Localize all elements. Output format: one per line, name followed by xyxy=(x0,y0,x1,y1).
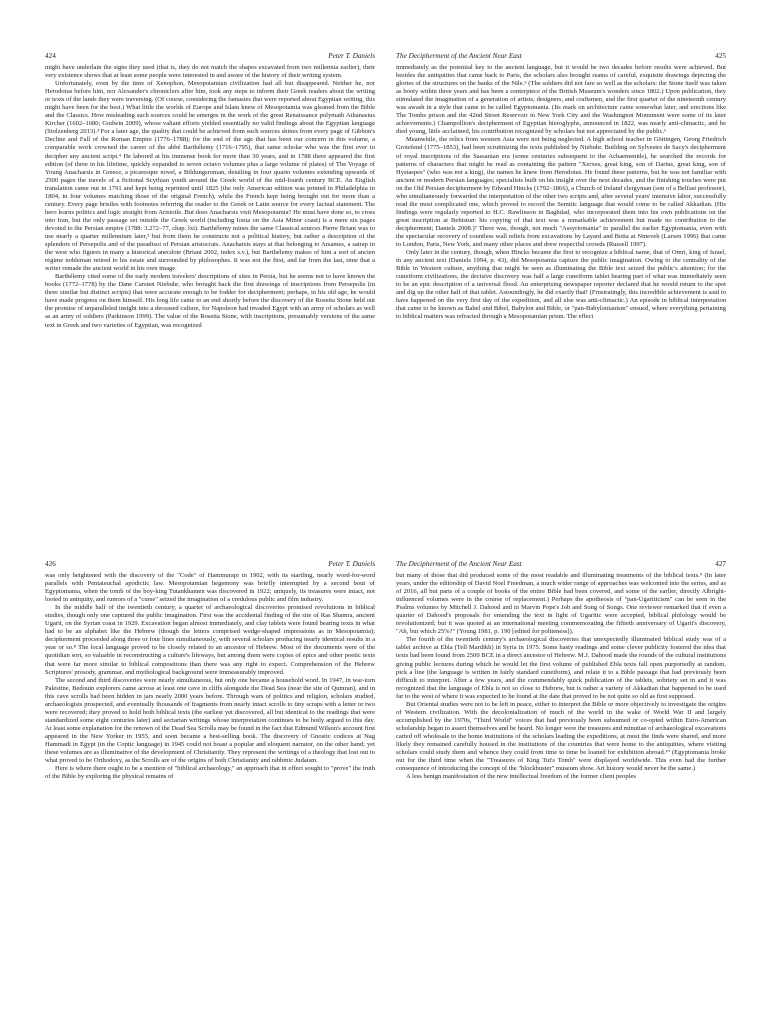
paragraph: The second and third discoveries were nearly simultaneous, but only one became a household word. In 1947, in war-torn Palestine, Bedouin explorers came across at least one cave in cliffs alongside the Dead Sea (near the site of Qumran), and in this cave scrolls had been hidden in jars nearly 2000 years before. Through wars of politics and religion, scholars studied, archaeologists prospected, and eventually thousands of fragments from nearly intact scrolls to tiny scraps with a letter or two were recovered; they proved to hold both biblical texts (the earliest yet discovered, all but identical to the readings that were standardized some eight centuries later) and sectarian writings whose interpretation continues to be hotly argued to this day. At least some explanation for the renown of the Dead Sea Scrolls may be found in the fact that Edmund Wilson's account first appeared in the New Yorker in 1955, and soon became a best-selling book. The discovery of Gnostic codices at Nag Hammadi in Egypt (in the Coptic language) in 1945 could not boast a popular and eloquent narrator, on the other hand; yet these volumes are as illuminative of the development of Christianity. They represent the writings of a theology that lost out to what proved to be Orthodoxy, as the Scrolls are of the origins of both Christianity and rabbinic Judaism. xyxy=(45,676,375,765)
paragraph: The fourth of the twentieth century's archaeological discoveries that unexpectedly illuminated biblical study was of a tablet archive at Ebla (Tell Mardikh) in Syria in 1975. Some hasty readings and some clever publicity fostered the idea that texts had been found from 2500 BCE in a direct ancestor of Hebrew. M.J. Dahood made the rounds of the cultural institutions giving public lectures during which he would let the first volume of published Ebla texts fall open purportedly at random, pick a line (the language is written in fairly standard cuneiform), and relate it to a Bible passage that had previously been difficult to interpret. After a few years, and the commendably quick publication of the tablets, sobriety set in and it was recognized that the language of Ebla is not so close to Hebrew, but is rather a variety of Akkadian that happened to be used far to the west of where it was expected to be found at the date that proved to be not quite so old as first supposed. xyxy=(396,636,726,700)
running-head: Peter T. Daniels xyxy=(328,52,375,60)
paragraph: Meanwhile, the relics from western Asia were not being neglected. A high school teacher in Göttingen, Georg Friedrich Grotefend (1775–1853), had been scrutinizing the texts published by Niebuhr. Building on Sylvestre de Sacy's decipherment of royal inscriptions of the Sassanian era (some centuries subsequent to the Achaemenids), he searched the records for patterns of characters that might be read as containing the pattern "Xerxes, great king, son of Darius, great king, son of Hystaspes" (who was not a king), the names he knew from Herodotus. He found these patterns, but he was not familiar with ancient or modern Persian languages; specialists built on his insight over the next decades, and the finishing touches were put on the Old Persian decipherment by Edward Hincks (1792–1866), a Church of Ireland clergyman (son of a Belfast professor), who simultaneously forwarded the interpretation of the other two scripts and, after several years' intensive labor, successfully read the most complicated one, which proved to record the Semitic language that would come to be called Akkadian. (His findings were regularly reported to H.C. Rawlinson in Baghdad, who incorporated them into his own publications on the great inscription at Behistun: his copying of that text was a remarkable achievement but made no contribution to the decipherment; Daniels 2008.)⁷ There was, though, not much "Assyriomania" to parallel the earlier Egyptomania, even with the spectacular recovery of countless wall reliefs from excavations by Layard and Botta at Nineveh (Larsen 1996) that came to London, Paris, New York, and many other places and drew respectful crowds (Russell 1997). xyxy=(396,136,726,249)
paragraph: but many of those that did produced some of the most readable and illuminating treatments of the biblical texts.⁹ (In later years, under the editorship of David Noel Freedman, a much wider range of approaches was welcomed into the series, and as of 2016, all but parts of a couple of books of the entire Bible had been covered, and some of the earlier, directly Albright-influenced volumes were in the course of replacement.) Perhaps the apotheosis of "pan-Ugariticism" can be seen in the Psalms volumes by Mitchell J. Dahood and in Marvin Pope's Job and Song of Songs. One reviewer remarked that if even a quarter of Dahood's proposals for emending the text in light of Ugaritic were accepted, biblical philology would be revolutionized; but it was quoted at an international meeting commemorating the fiftieth anniversary of Ugarit's discovery, "Ah, but which 25%?" (Young 1981, p. 190 [edited for politeness]). xyxy=(396,572,726,636)
page-425 xyxy=(396,52,726,322)
paragraph: Barthélemy cited some of the early modern travelers' descriptions of sites in Persia, but he seems not to have known the books (1772–1778) by the Dane Carsten Niebuhr, who brought back the first drawings of inscriptions from Persepolis (in three similar but distinct scripts) that were accurate enough to be fodder for decipherment; perhaps, in his old age, he would have made progress on them himself. His long life came to an end shortly before the discovery of the Rosetta Stone held out the promise of unparalleled insight into a deceased culture, for Napoleon had invaded Egypt with an army of scholars as well as an army of soldiers (Parkinson 1999). The value of the Rosetta Stone, with inscriptions, presumably versions of the same text in Greek and two varieties of Egyptian, was recognized xyxy=(45,273,375,329)
page-number: 426 xyxy=(45,560,56,568)
page-body xyxy=(45,64,375,330)
running-header xyxy=(396,560,726,569)
running-head: The Decipherment of the Ancient Near East xyxy=(396,52,522,60)
running-header xyxy=(45,560,375,569)
paragraph: Here is where there ought to be a mention of "biblical archaeology," an approach that in effect sought to "prove" the truth of the Bible by exploring the physical remains of xyxy=(45,765,375,781)
page-426 xyxy=(45,560,375,781)
paragraph: immediately as the potential key to the ancient language, but it would be two decades before results were achieved. But besides the antiquities that came back to Paris, the scholars also brought reams of careful, exquisite drawings depicting the glories of the structures on the banks of the Nile.⁵ (The soldiers did not fare so well as the scholars: the Stone itself was taken as booty within three years and has been a centerpiece of the British Museum's wonders since 1802.) Upon publication, they stimulated the imagination of a generation of artists, designers, and craftsmen, and the first quarter of the nineteenth century was awash in a style that came to be called Egyptomania. (Its mark on architecture came somewhat later, and erections like The Tombs prison and the 42nd Street Reservoir in New York City and the Washington Monument were some of its later achievements.) Champollion's decipherment of Egyptian hieroglyphs, announced in 1822, was nearly anti-climactic, and he died young, little acclaimed, his contribution recognized by scholars but not appreciated by the public.⁶ xyxy=(396,64,726,136)
page-number: 427 xyxy=(715,560,726,568)
running-head: Peter T. Daniels xyxy=(328,560,375,568)
paragraph: A less benign manifestation of the new intellectual freedom of the former client peoples xyxy=(406,773,636,781)
page-body xyxy=(396,572,726,781)
page-body xyxy=(396,64,726,322)
paragraph: might have underlain the signs they used (that is, they do not match the shapes excavated from two millennia earlier), their very existence shows that at least some people were interested in and aware of the history of their writing system. xyxy=(45,64,375,80)
paragraph: Only later in the century, though, when Hincks became the first to recognize a biblical name, that of Omri, king of Israel, in any ancient text (Daniels 1994, p. 43), did Mesopotamia capture the public imagination. Owing to the centrality of the Bible in Western culture, anything that might be seen as illuminating the Bible text seized the public's attention; for the cuneiform civilizations, the decisive discovery was half a large cuneiform tablet bearing part of what was immediately seen to be an epic description of a universal flood. An enterprising newspaper reporter declared that he would return to the spot and dig up the other half of that tablet. Astoundingly, he did exactly that! (Frustratingly, this incredible achievement is said to have happened on the very first day of the expedition, and all else was anti-climactic.) An episode in biblical interpretation that came to be known as Babel und Bibel, Babylon and Bible, or "pan-Babylonianism" ensued, where everything pertaining to biblical matters was refracted through a Mesopotamian prism. The effect xyxy=(396,249,726,321)
running-head: The Decipherment of the Ancient Near East xyxy=(396,560,522,568)
running-header xyxy=(396,52,726,61)
paragraph: But Oriental studies were not to be left in peace, either to interpret the Bible or more objectively to investigate the origins of Western civilization. With the decolonialization of much of the world in the wake of World War II and largely accomplished by the 1970s, "Third World" voices that had previously been subsumed or co-opted within Euro-American scholarship began to assert themselves and be heard. No longer were the treasures and minutiae of archaeological excavations carted off wholesale to the home institutions of the scholars leading the expeditions, at most the finds were shared, and more likely they remained carefully housed in the institutions of the countries that were home to the antiquities, where visiting scholars could study them and whence they could from time to time be loaned for exhibition abroad.¹⁰ (Egyptomania broke out for the third time when the "Treasures of King Tut's Tomb" were displayed worldwide. This even had the further consequence of introducing the concept of the "blockbuster" museum show. Art history would never be the same.) xyxy=(396,700,726,773)
paragraph: Unfortunately, even by the time of Xenophon, Mesopotamian civilization had all but disappeared. Neither he, nor Herodotus before him, nor Alexander's chroniclers after him, took any steps to inform their Greek readers about the writing or texts of the lands they were traversing. (Of course, considering the fantasies that were reported about Egyptian writing, this might have been for the best.) What little the worlds of Europe and Islam knew of Mesopotamia was gleaned from the Bible and the Classics. How misleading such sources could be emerges in the work of the great Renaissance polymath Athanasius Kircher (1602–1680; Godwin 2009), whose valiant efforts yielded essentially no valid findings about the Egyptian language (Stolzenberg 2013).³ For a later age, the quality that could be achieved from such sources shines from every page of Gibbon's Decline and Fall of the Roman Empire (1776–1788); for the end of the age that has been our concern in this volume, a comparable work crowned the career of the abbé Barthélemy (1716–1795), that same scholar who was the first ever to decipher any ancient script.⁴ He labored at his immense book for more than 30 years, and in 1788 there appeared the first edition (of three in his lifetime, quickly expanded to seven octavo volumes plus a large volume of plates) of The Voyage of Young Anacharsis in Greece, a picaresque novel, a Bildungsroman, detailing in four quarto volumes extending upwards of 2500 pages the travels of a fictional Scythian youth around the Greek world of the mid-fourth century BCE. An English translation came out in 1791 and kept being reprinted until 1825 (the only American edition was printed in Philadelphia in 1804, in four volumes matching those of the original French), while the French kept being brought out for more than a century. Every page bristles with footnotes referring the reader to the Greek or Latin source for every factual statement. The hero learns politics and logic straight from Aristotle. But does Anacharsis visit Mesopotamia? He must have done so, to cross into Iran, but the only passage set outside the Greek world (including Ionia on the Asia Minor coast) is a mere six pages devoted to the Persian empire (1788: 3.272–77, chap. lxi). Barthélemy mines the same Classical sources Pierre Briant was to use nearly a quarter millennium later,⁵ but from them he constructs not a political history, but rather a description of the splendors of Persepolis and of the paradisoi of Persian aristocrats. Anacharsis stays at that belonging to Arsames, a satrap in the west who figures in many a historical anecdote (Briant 2002, index s.v.), but Barthélemy makes of him a sort of ancien régime nobleman retired to his estate and surrounded by philosophes. It was not the first, and far from the last, time that a writer remade the ancient world in his own image. xyxy=(45,80,375,273)
page-body xyxy=(45,572,375,781)
page-424 xyxy=(45,52,375,330)
paragraph: In the middle half of the twentieth century, a quartet of archaeological discoveries promised revolutions in biblical studies, though only one captured the public imagination. First was the accidental finding of the site of Ras Shamra, ancient Ugarit, on the Syrian coast in 1929. Excavation began almost immediately, and clay tablets were found bearing texts in what had to be an alphabet like the Hebrew (though the letters comprised wedge-shaped impressions as in Mesopotamia); decipherment proceeded along three or four lines simultaneously, with several scholars producing nearly identical results in a year or so.⁸ The local language proved to be closely related to an ancestor of Hebrew. Most of the documents were of the quotidian sort, so valuable in reconstructing a culture's lifeways, but among them were copies of epics and other poetic texts that were far more similar to biblical compositions than there was any right to expect. Comprehension of the Hebrew Scriptures' prosody, grammar, and mythological background were immeasurably improved. xyxy=(45,604,375,676)
paragraph: was only heightened with the discovery of the "Code" of Hammurapi in 1902, with its startling, nearly word-for-word parallels with Pentateuchal apodictic law. Mesopotamian hegemony was briefly interrupted by a second bout of Egyptomania, when the tomb of the boy-king Tutankhamen was discovered in 1922; uniquely, its treasures were intact, not looted in antiquity, and rumors of a "curse" seized the imagination of a credulous public and film industry. xyxy=(45,572,375,604)
page-427 xyxy=(396,560,726,781)
page-number: 425 xyxy=(715,52,726,60)
page-number: 424 xyxy=(45,52,56,60)
running-header xyxy=(45,52,375,61)
